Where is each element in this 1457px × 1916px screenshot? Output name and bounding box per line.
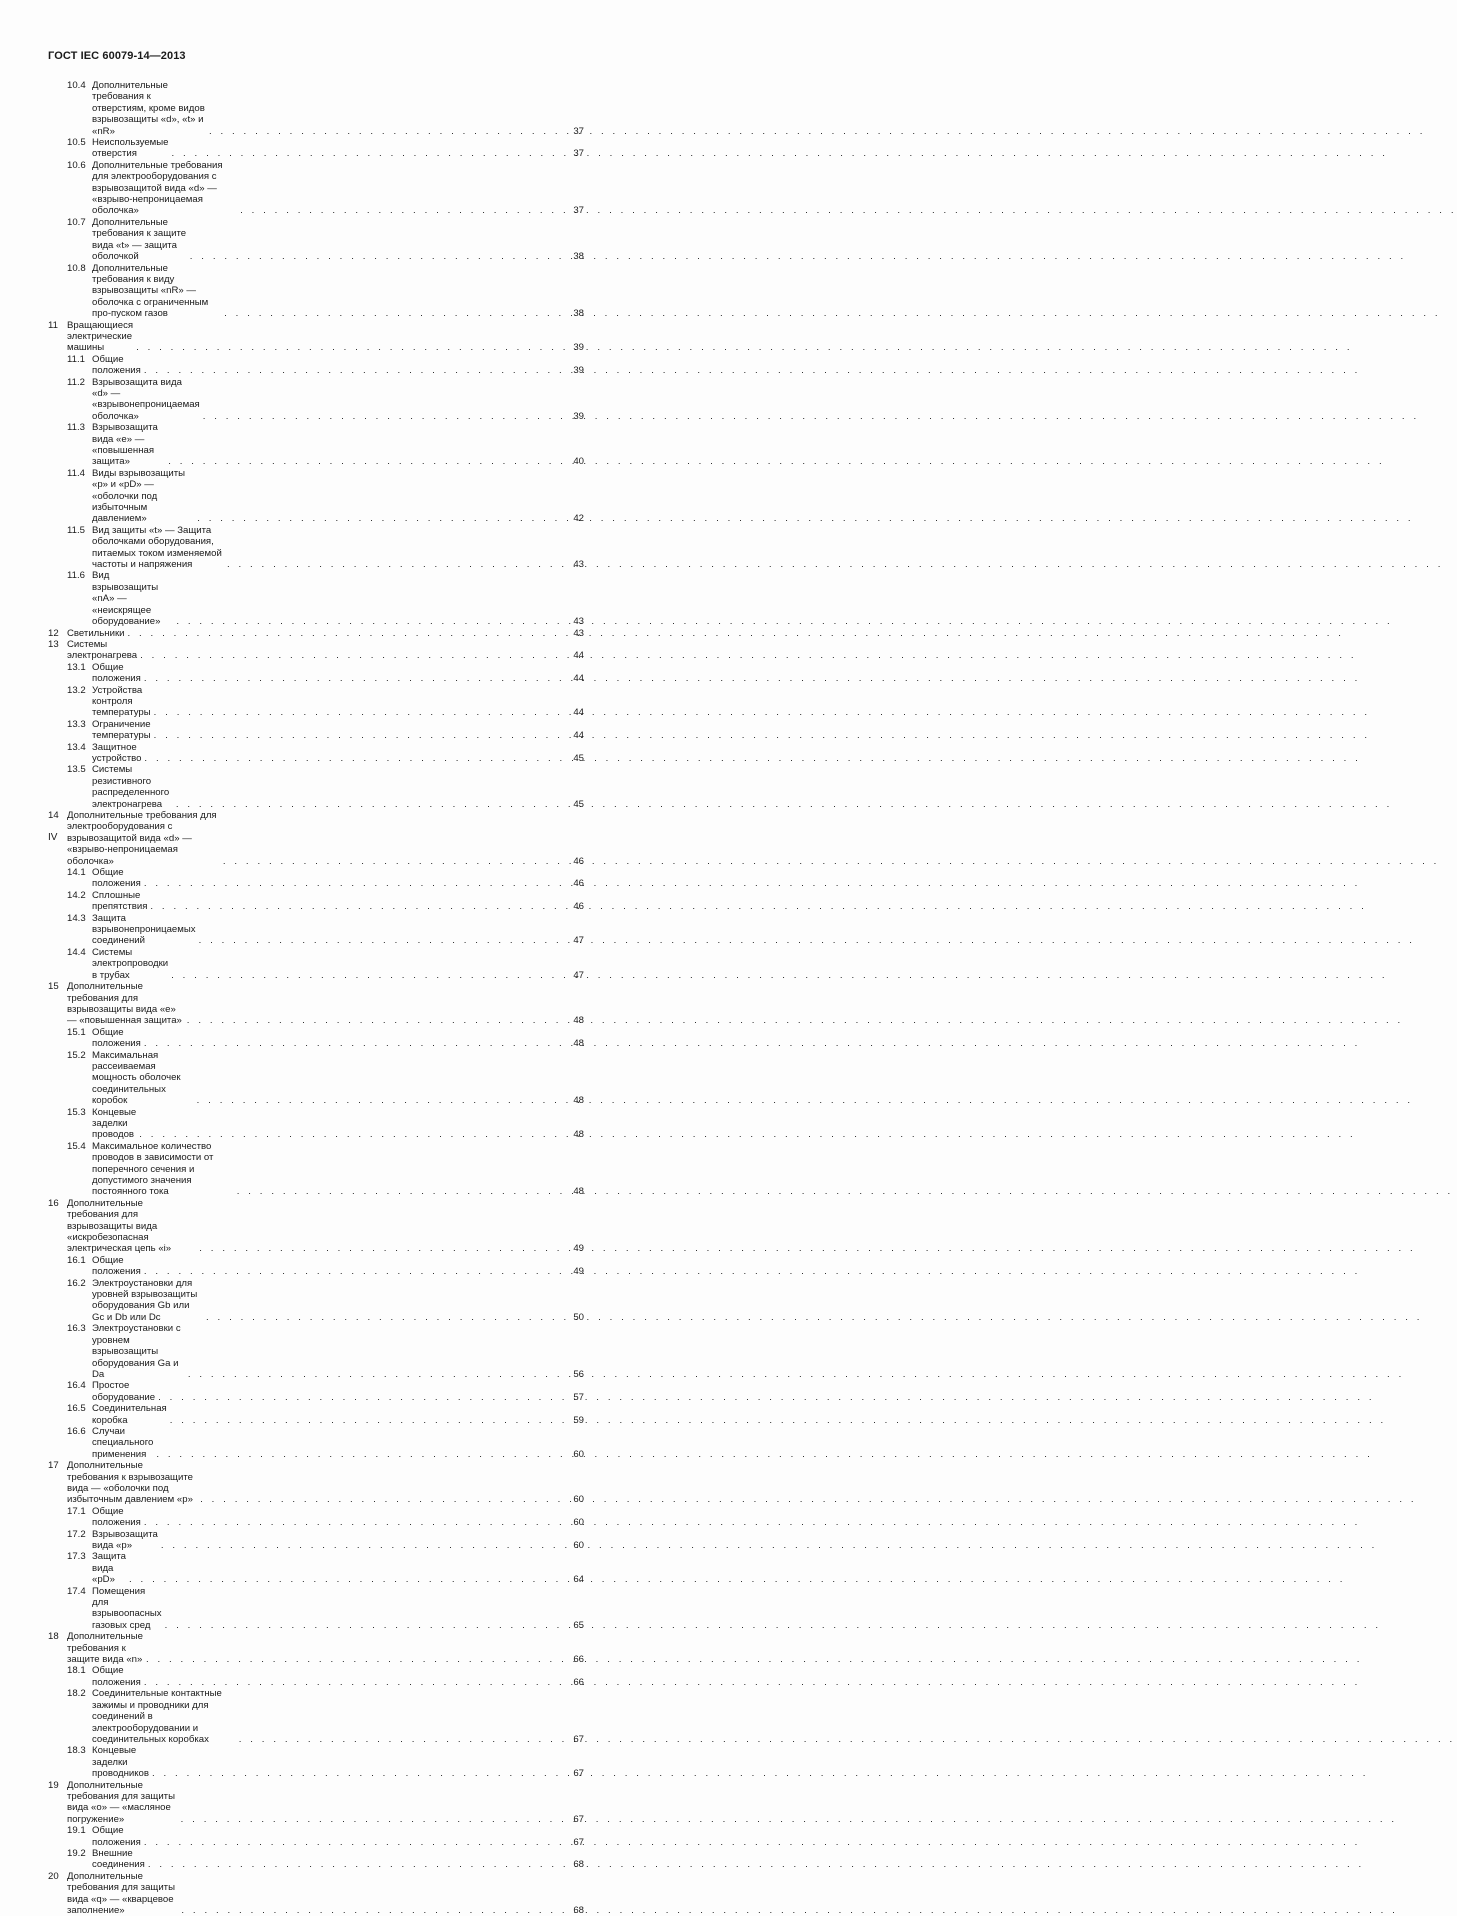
toc-entry-page: 48: [573, 1015, 584, 1027]
toc-entry-number: 12: [48, 627, 59, 639]
toc-entry[interactable]: [48, 1027, 584, 1050]
dot-leader: [236, 1734, 562, 1745]
dot-leader: [178, 1905, 562, 1916]
dot-leader: [141, 1266, 562, 1277]
toc-entry[interactable]: [48, 867, 584, 890]
toc-entry-page: 44: [573, 650, 584, 662]
toc-entry-page: 68: [573, 1859, 584, 1871]
toc-entry-number: 11.3: [67, 422, 85, 434]
toc-entry-number: 13.1: [67, 661, 86, 673]
toc-entry-title: Дополнительные требования для взрывозащиты вида «искробезопасная электрическая цепь «i»: [67, 1197, 172, 1255]
toc-entry-title: Максимальное количество проводов в зависимости от поперечного сечения и допустимого значения постоянного тока: [92, 1140, 214, 1198]
toc-entry-number: 18.2: [67, 1688, 86, 1700]
toc-entry-number: 16.5: [67, 1403, 86, 1415]
toc-entry[interactable]: [48, 1403, 584, 1426]
dot-leader: [167, 1415, 562, 1426]
toc-entry-page: 67: [573, 1768, 584, 1780]
dot-leader: [221, 308, 562, 319]
toc-entry-number: 10.8: [67, 262, 86, 274]
toc-entry-number: 14.4: [67, 946, 86, 958]
dot-leader: [141, 1517, 562, 1528]
toc-entry-title: Соединительная коробка: [92, 1403, 167, 1426]
toc-entry-number: 11: [48, 319, 58, 331]
toc-entry[interactable]: [48, 639, 584, 662]
toc-entry-page: 67: [573, 1813, 584, 1825]
toc-entry[interactable]: [48, 719, 584, 742]
toc-entry[interactable]: [48, 137, 584, 160]
toc-entry-number: 14.2: [67, 889, 86, 901]
toc-entry-title: Системы электронагрева: [67, 638, 138, 662]
toc-entry-number: 14: [48, 810, 59, 821]
toc-entry-number: 13.4: [67, 741, 86, 753]
toc-entry-page: 47: [573, 969, 584, 981]
toc-entry-title: Общие положения: [92, 1254, 141, 1278]
toc-entry-number: 13.5: [67, 764, 86, 776]
toc-entry-title: Системы резистивного распределенного электронагрева: [92, 764, 170, 810]
toc-entry[interactable]: [48, 742, 584, 765]
toc-entry-page: 50: [573, 1311, 584, 1323]
toc-entry[interactable]: [48, 890, 584, 913]
toc-entry-page: 56: [573, 1368, 584, 1380]
dot-leader: [206, 126, 562, 137]
toc-entry-page: 66: [573, 1676, 584, 1688]
document-header: ГОСТ IEC 60079-14—2013: [48, 50, 186, 62]
toc-entry-page: 47: [573, 935, 584, 947]
toc-entry-page: 48: [573, 1038, 584, 1050]
dot-leader: [143, 1654, 562, 1665]
toc-entry-number: 18: [48, 1631, 59, 1643]
toc-entry-title: Взрывозащита вида «d» — «взрывонепроницаемая оболочка»: [92, 376, 200, 422]
toc-entry-title: Системы электропроводки в трубах: [92, 946, 169, 981]
toc-entry-page: 49: [573, 1243, 584, 1255]
toc-entry-page: 37: [573, 148, 584, 160]
toc-entry-page: 49: [573, 1266, 584, 1278]
toc-entry-title: Дополнительные требования для электрооборудования с взрывозащитой вида «d» — «взрыво-непроницаемая оболочка»: [92, 159, 223, 217]
toc-entry[interactable]: [48, 1780, 584, 1826]
toc-entry-page: 39: [573, 410, 584, 422]
dot-leader: [141, 1677, 562, 1688]
toc-entry-page: 39: [573, 365, 584, 377]
toc-entry[interactable]: [48, 354, 584, 377]
toc-entry-number: 19.2: [67, 1847, 86, 1859]
toc-entry-title: Дополнительные требования к отверстиям, кроме видов взрывозащиты «d», «t» и «nR»: [92, 80, 205, 137]
dot-leader: [158, 1540, 562, 1551]
toc-entry-number: 16.1: [67, 1254, 86, 1266]
toc-entry-title: Общие положения: [92, 1026, 141, 1050]
toc-entry-number: 17.1: [67, 1505, 86, 1517]
toc-entry-number: 11.5: [67, 524, 85, 536]
dot-leader: [165, 456, 562, 467]
toc-entry-number: 15: [48, 981, 59, 993]
toc-entry[interactable]: [48, 810, 584, 867]
toc-entry-number: 11.1: [67, 353, 85, 365]
dot-leader: [178, 1814, 562, 1825]
dot-leader: [184, 1015, 562, 1026]
toc-entry[interactable]: [48, 1506, 584, 1529]
toc-entry-page: 60: [573, 1448, 584, 1460]
toc-entry[interactable]: [48, 1825, 584, 1848]
toc-entry-title: Неиспользуемые отверстия: [92, 137, 169, 160]
toc-entry[interactable]: [48, 947, 584, 981]
dot-leader: [197, 1494, 562, 1505]
toc-entry-page: 44: [573, 730, 584, 742]
toc-entry[interactable]: [48, 628, 584, 639]
toc-entry-number: 13.2: [67, 684, 86, 696]
toc-entry-page: 60: [573, 1540, 584, 1551]
toc-entry[interactable]: [48, 217, 584, 263]
toc-entry-title: Вид взрывозащиты «nA» — «неискрящее оборудование»: [92, 570, 161, 628]
dot-leader: [141, 1038, 562, 1049]
toc-entry-title: Общие положения: [92, 1505, 141, 1529]
dot-leader: [224, 559, 562, 570]
toc-entry[interactable]: [48, 1586, 584, 1632]
toc-entry-page: 46: [573, 901, 584, 913]
toc-entry-title: Максимальная рассеиваемая мощность оболочек соединительных коробок: [92, 1049, 181, 1107]
toc-entry-number: 19.1: [67, 1825, 86, 1837]
toc-entry-number: 15.4: [67, 1140, 86, 1152]
toc-entry-number: 11.4: [67, 467, 85, 479]
toc-entry-page: 66: [573, 1654, 584, 1666]
toc-entry-page: 37: [573, 205, 584, 217]
toc-entry-title: Случаи специального применения: [92, 1425, 154, 1460]
toc-entry-title: Внешние соединения: [92, 1847, 145, 1871]
toc-entry-title: Общие положения: [92, 1665, 141, 1688]
dot-leader: [141, 753, 562, 764]
dot-leader: [203, 1312, 562, 1323]
toc-entry-page: 44: [573, 673, 584, 685]
dot-leader: [151, 707, 562, 718]
dot-leader: [162, 1620, 562, 1631]
toc-entry-number: 11.2: [67, 376, 85, 388]
toc-entry-number: 16.2: [67, 1277, 86, 1289]
toc-entry-number: 13.3: [67, 718, 86, 730]
toc-entry-title: Дополнительные требования к защите вида «n»: [67, 1631, 143, 1666]
toc-entry-page: 45: [573, 798, 584, 810]
toc-entry[interactable]: [48, 570, 584, 627]
toc-entry-number: 16: [48, 1197, 59, 1209]
toc-entry-number: 10.6: [67, 159, 86, 171]
toc-entry-number: 17.4: [67, 1585, 86, 1597]
dot-leader: [168, 148, 562, 159]
toc-entry-number: 10.4: [67, 80, 86, 91]
toc-entry-title: Концевые заделки проводов: [92, 1106, 137, 1141]
toc-entry-page: 57: [573, 1391, 584, 1403]
toc-entry-title: Устройства контроля температуры: [92, 684, 151, 719]
toc-entry-page: 68: [573, 1905, 584, 1916]
toc-entry-page: 45: [573, 752, 584, 764]
toc-entry-number: 20: [48, 1870, 59, 1882]
toc-entry[interactable]: [48, 1198, 584, 1255]
toc-entry-number: 19: [48, 1779, 59, 1791]
dot-leader: [126, 1574, 562, 1585]
toc-entry-title: Вращающиеся электрические машины: [67, 319, 134, 354]
toc-entry-page: 64: [573, 1574, 584, 1586]
toc-entry[interactable]: [48, 1141, 584, 1198]
toc-entry-title: Соединительные контактные зажимы и проводники для соединений в электрооборудовании и соединительных коробках: [92, 1688, 222, 1745]
toc-entry-page: 43: [573, 559, 584, 571]
toc-entry[interactable]: [48, 1665, 584, 1688]
dot-leader: [136, 1129, 562, 1140]
dot-leader: [151, 730, 562, 741]
toc-entry[interactable]: [48, 525, 584, 571]
toc-entry-number: 11.6: [67, 570, 85, 582]
dot-leader: [125, 628, 563, 639]
toc-entry-page: 48: [573, 1129, 584, 1141]
toc-entry-page: 46: [573, 878, 584, 890]
toc-entry-number: 10.7: [67, 216, 86, 228]
dot-leader: [237, 205, 562, 216]
toc-entry-title: Виды взрывозащиты «р» и «pD» — «оболочки под избыточным давлением»: [92, 467, 186, 525]
toc-entry-title: Защитное устройство: [92, 741, 142, 764]
toc-entry[interactable]: [48, 160, 584, 217]
toc-entry[interactable]: [48, 764, 584, 810]
toc-entry-page: 37: [573, 125, 584, 137]
toc-entry-number: 17: [48, 1460, 59, 1472]
toc-entry-title: Взрывозащита вида «р»: [92, 1528, 158, 1551]
dot-leader: [220, 856, 562, 867]
toc-entry[interactable]: [48, 1460, 584, 1506]
toc-entry[interactable]: [48, 1380, 584, 1403]
toc-entry-number: 16.6: [67, 1425, 86, 1437]
toc-entry-title: Общие положения: [92, 867, 141, 890]
toc-entry-title: Защита вида «pD»: [92, 1551, 127, 1586]
toc-entry[interactable]: [48, 1848, 584, 1871]
toc-entry-title: Электроустановки для уровней взрывозащиты оборудования Gb или Gc и Db или Dc: [92, 1277, 198, 1323]
toc-entry[interactable]: [48, 422, 584, 468]
toc-entry[interactable]: [48, 320, 584, 354]
toc-entry[interactable]: [48, 1426, 584, 1460]
dot-leader: [141, 673, 562, 684]
toc-entry[interactable]: [48, 1278, 584, 1324]
dot-leader: [133, 342, 562, 353]
toc-entry-page: 38: [573, 251, 584, 263]
toc-entry[interactable]: [48, 1871, 584, 1916]
toc-entry-page: 65: [573, 1619, 584, 1631]
dot-leader: [145, 1859, 562, 1870]
toc-entry[interactable]: [48, 1551, 584, 1585]
toc-entry-number: 10.5: [67, 137, 86, 149]
dot-leader: [168, 970, 562, 981]
toc-entry-number: 18.3: [67, 1745, 86, 1757]
toc-entry-title: Дополнительные требования к взрывозащите вида — «оболочки под избыточным давлением «р»: [67, 1460, 193, 1506]
dot-leader: [194, 513, 562, 524]
dot-leader: [185, 1369, 562, 1380]
toc-entry[interactable]: [48, 1529, 584, 1552]
toc-entry[interactable]: [48, 1255, 584, 1278]
toc-entry[interactable]: [48, 981, 584, 1027]
dot-leader: [194, 1095, 562, 1106]
toc-entry-title: Ограничение температуры: [92, 718, 151, 742]
dot-leader: [153, 1449, 562, 1460]
dot-leader: [234, 1186, 562, 1197]
toc-entry-title: Дополнительные требования для защиты вида «q» — «кварцевое заполнение»: [67, 1870, 175, 1916]
toc-entry-title: Общие положения: [92, 353, 141, 377]
toc-entry[interactable]: [48, 263, 584, 320]
dot-leader: [200, 411, 562, 422]
toc-entry-title: Вид защиты «t» — Защита оболочками оборудования, питаемых током изменяемой частоты и напряжения: [92, 524, 222, 571]
toc-entry[interactable]: [48, 377, 584, 423]
toc-entry-title: Концевые заделки проводников: [92, 1745, 149, 1780]
toc-entry-page: 38: [573, 308, 584, 320]
dot-leader: [147, 901, 562, 912]
toc-entry-title: Взрывозащита вида «е» — «повышенная защита»: [92, 422, 158, 468]
toc-entry-page: 48: [573, 1186, 584, 1198]
toc-entry-title: Дополнительные требования для взрывозащиты вида «е» — «повышенная защита»: [67, 981, 182, 1027]
dot-leader: [141, 365, 562, 376]
dot-leader: [141, 1837, 562, 1848]
toc-entry-number: 14.1: [67, 867, 86, 879]
toc-entry[interactable]: [48, 685, 584, 719]
toc-entry[interactable]: [48, 80, 584, 137]
toc-entry[interactable]: [48, 1745, 584, 1779]
dot-leader: [137, 650, 562, 661]
toc-entry-number: 17.2: [67, 1528, 86, 1540]
toc-entry-number: 13: [48, 638, 59, 650]
toc-entry-page: 40: [573, 456, 584, 468]
toc-entry-page: 67: [573, 1836, 584, 1848]
toc-entry-title: Защита взрывонепроницаемых соединений: [92, 912, 196, 947]
toc-entry-title: Помещения для взрывоопасных газовых сред: [92, 1585, 162, 1631]
toc-entry-title: Общие положения: [92, 661, 141, 685]
toc-entry-title: Электроустановки с уровнем взрывозащиты оборудования Ga и Da: [92, 1323, 181, 1380]
toc-entry-number: 15.2: [67, 1049, 86, 1061]
toc-entry-page: 60: [573, 1517, 584, 1529]
toc-entry[interactable]: [48, 1323, 584, 1380]
table-of-contents: [48, 80, 584, 1916]
toc-entry-number: 16.4: [67, 1380, 86, 1392]
toc-entry[interactable]: [48, 468, 584, 525]
toc-entry-number: 18.1: [67, 1665, 86, 1677]
dot-leader: [196, 1243, 562, 1254]
toc-entry[interactable]: [48, 1688, 584, 1745]
toc-entry-page: 46: [573, 855, 584, 867]
toc-entry-title: Светильники: [67, 627, 125, 639]
toc-entry-title: Дополнительные требования для защиты вида «о» — «масляное погружение»: [67, 1779, 175, 1825]
dot-leader: [196, 935, 562, 946]
toc-entry-title: Дополнительные требования для электрооборудования с взрывозащитой вида «d» — «взрыво-непроницаемая оболочка»: [67, 810, 217, 867]
toc-entry-title: Общие положения: [92, 1825, 141, 1848]
toc-entry-number: 15.3: [67, 1106, 86, 1118]
toc-entry[interactable]: [48, 662, 584, 685]
toc-entry[interactable]: [48, 1631, 584, 1665]
toc-entry[interactable]: [48, 913, 584, 947]
dot-leader: [173, 616, 562, 627]
toc-entry-page: 43: [573, 627, 584, 639]
toc-entry-title: Дополнительные требования к защите вида «t» — защита оболочкой: [92, 216, 187, 263]
toc-entry-title: Простое оборудование: [92, 1380, 156, 1403]
toc-entry-number: 17.3: [67, 1551, 86, 1563]
toc-entry-title: Дополнительные требования к виду взрывозащиты «nR» — оболочка с ограниченным про-пуском газов: [92, 262, 209, 320]
toc-entry-page: 43: [573, 616, 584, 628]
toc-entry-page: 59: [573, 1414, 584, 1426]
toc-entry-page: 60: [573, 1494, 584, 1506]
dot-leader: [155, 1392, 562, 1403]
toc-entry-page: 67: [573, 1733, 584, 1745]
toc-entry-number: 16.3: [67, 1323, 86, 1335]
dot-leader: [187, 251, 562, 262]
toc-entry[interactable]: [48, 1050, 584, 1107]
toc-entry-page: 44: [573, 707, 584, 719]
toc-entry-title: Сплошные препятствия: [92, 889, 148, 913]
dot-leader: [173, 799, 562, 810]
toc-entry-number: 14.3: [67, 912, 86, 924]
toc-entry-number: 15.1: [67, 1026, 86, 1038]
toc-entry-page: 48: [573, 1095, 584, 1107]
toc-entry-page: 39: [573, 342, 584, 354]
toc-entry[interactable]: [48, 1107, 584, 1141]
dot-leader: [149, 1768, 562, 1779]
page-number: IV: [48, 832, 58, 843]
toc-entry-page: 42: [573, 513, 584, 525]
dot-leader: [141, 878, 562, 889]
